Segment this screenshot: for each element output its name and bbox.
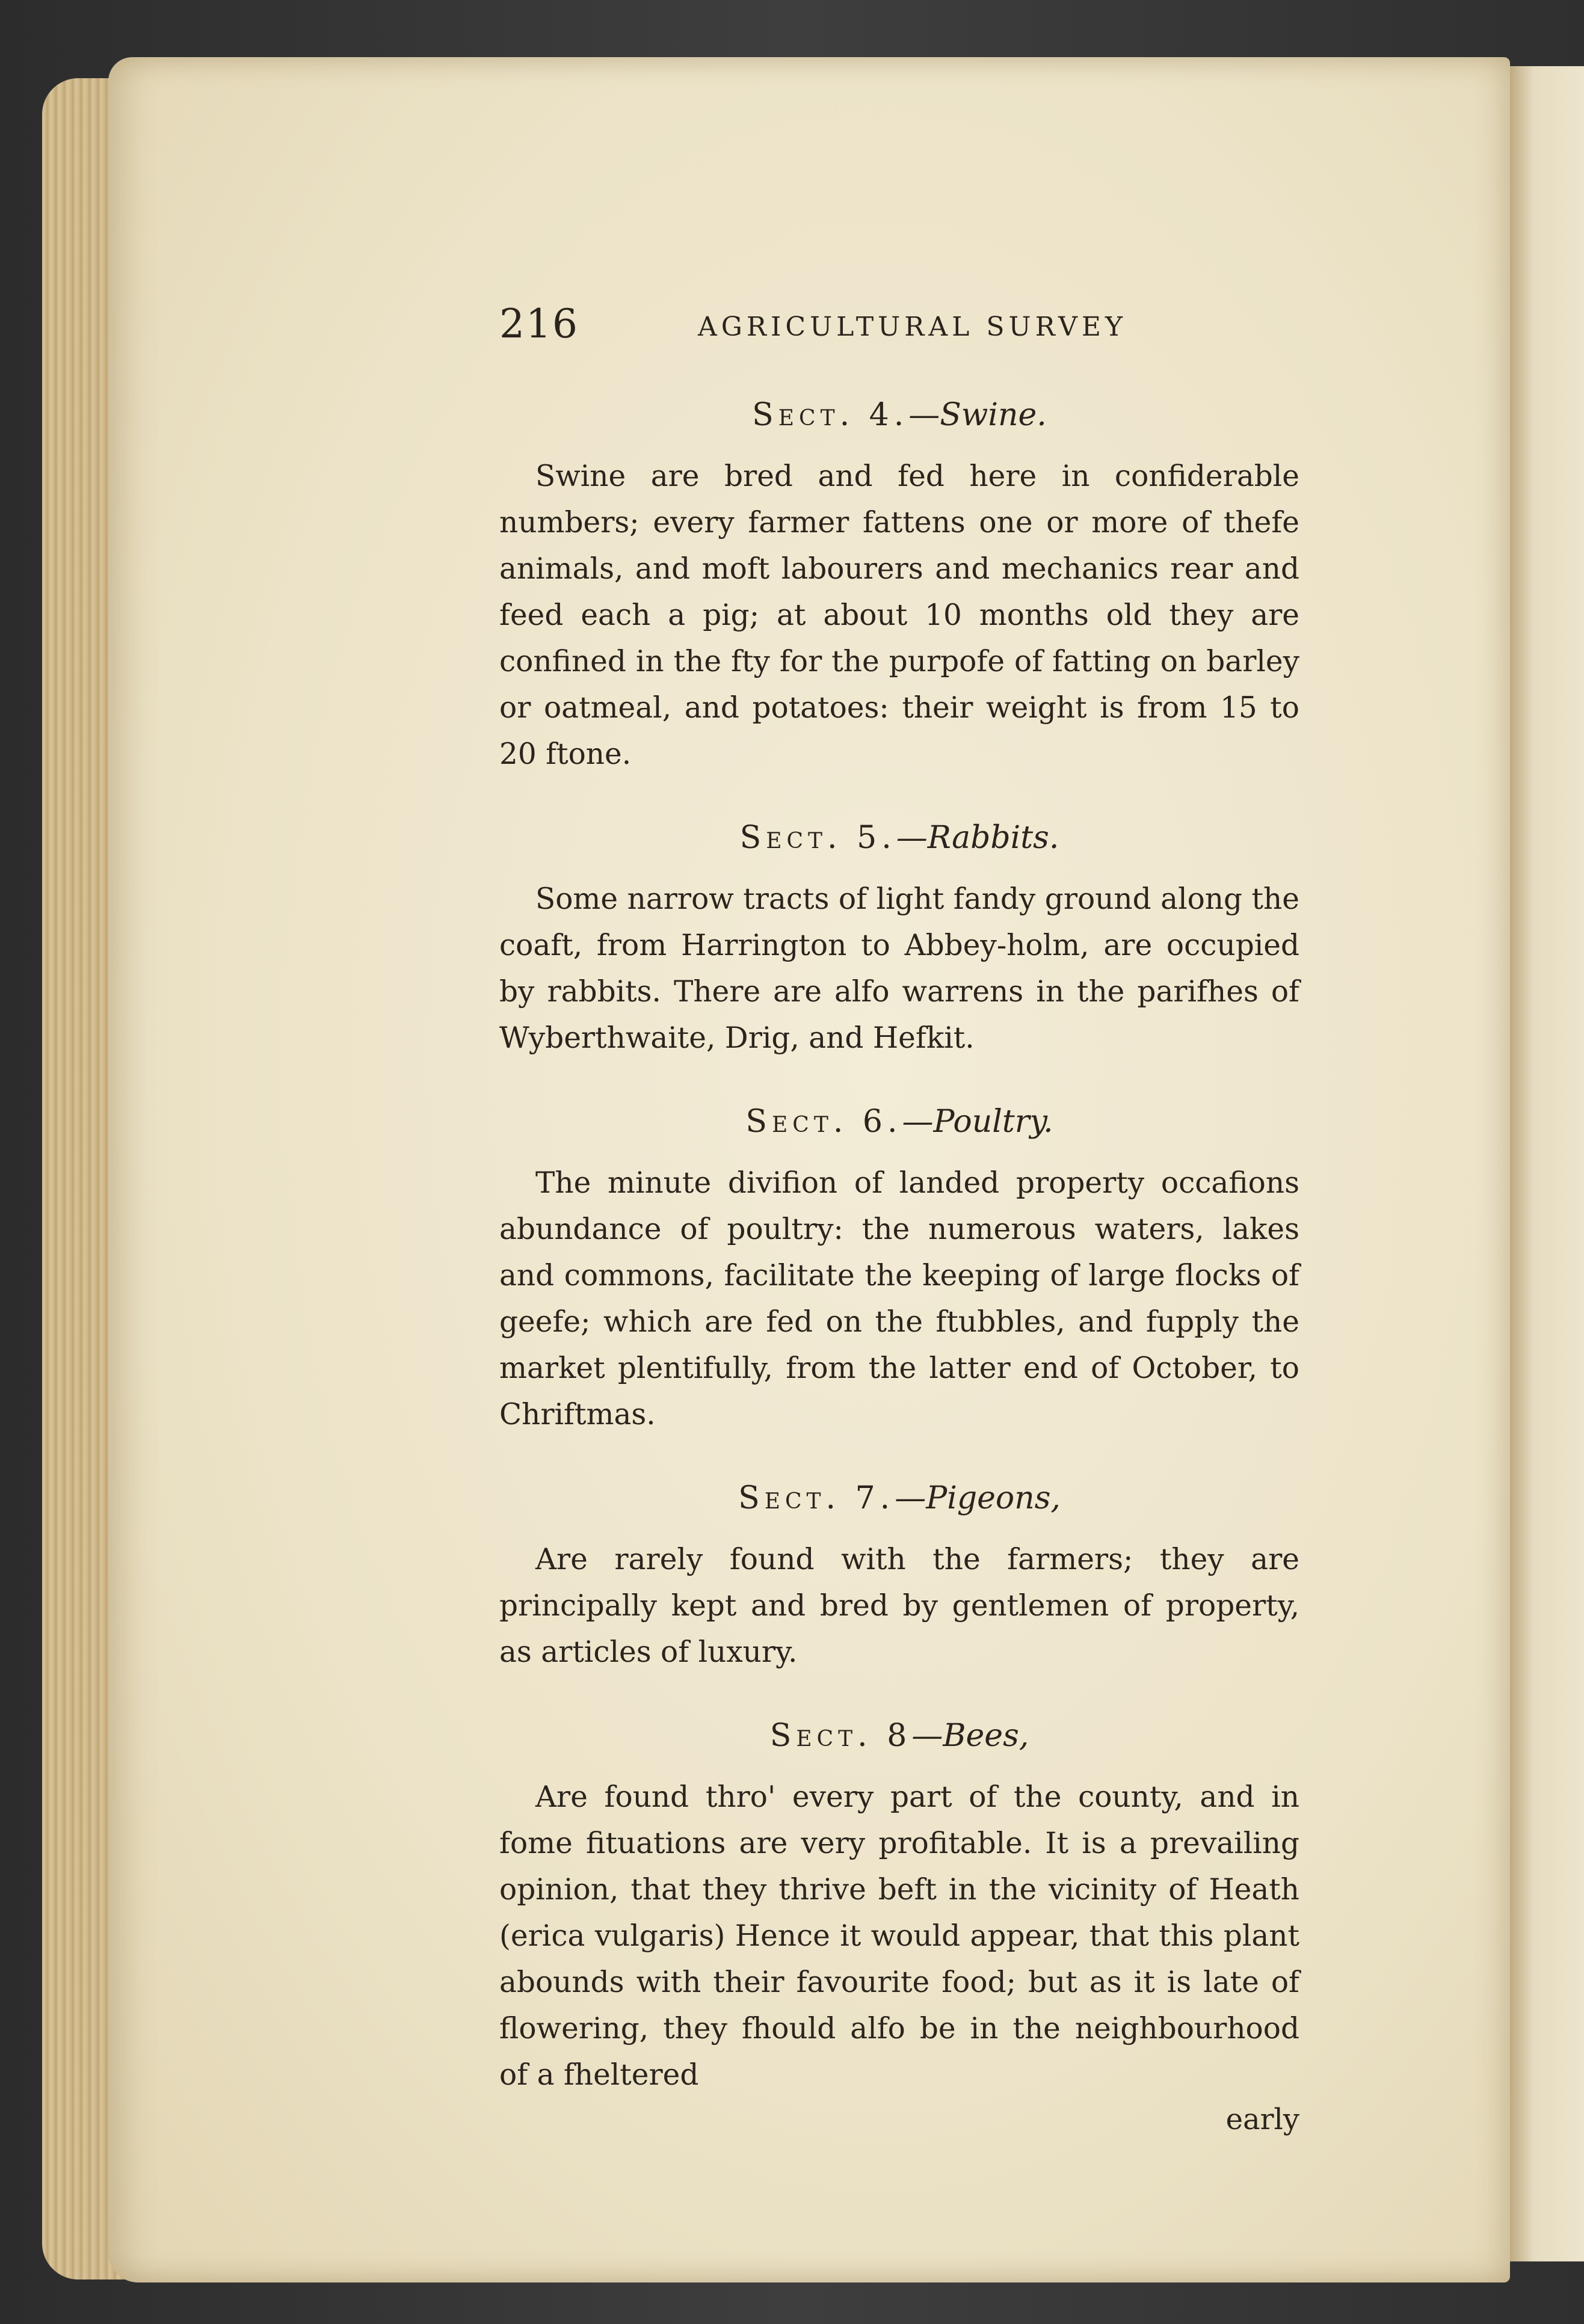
page-content bbox=[499, 301, 1299, 2141]
section-subject: —Poultry. bbox=[902, 1104, 1053, 1140]
running-head bbox=[499, 301, 1299, 355]
catch-word: early bbox=[1225, 2103, 1299, 2136]
section-text-bees: Are found thro' every part of the county, and in fome fituations are very profitable. It is a prevailing opinion, that they thrive beft in the vicinity of Heath (erica vulgaris) Hence it would appear, that this plant abounds with their favourite food; but as it is late of flowering, they fhould alfo be in the neighbourhood of a fheltered bbox=[499, 1780, 1299, 2092]
section-label: Sect. 4. bbox=[752, 397, 909, 433]
section-label: Sect. 7. bbox=[738, 1480, 895, 1516]
section-label: Sect. 6. bbox=[745, 1104, 902, 1140]
section-heading-pigeons bbox=[499, 1480, 1299, 1516]
facing-page-edge bbox=[1507, 66, 1584, 2261]
section-text-swine: Swine are bred and fed here in confiderable numbers; every farmer fattens one or more of thefe animals, and moft labourers and mechanics rear and feed each a pig; at about 10 months old they are confined in the fty for the purpofe of fatting on barley or oatmeal, and potatoes: their weight is from 15 to 20 ftone. bbox=[499, 460, 1299, 771]
section-subject: —Pigeons, bbox=[895, 1480, 1061, 1516]
section-text-pigeons: Are rarely found with the farmers; they are principally kept and bred by gentlemen of property, as articles of luxury. bbox=[499, 1543, 1299, 1669]
page-number: 216 bbox=[499, 301, 579, 347]
section-text-rabbits: Some narrow tracts of light fandy ground along the coaft, from Harrington to Abbey-holm, are occupied by rabbits. There are alfo warrens in the parifhes of Wyberthwaite, Drig, and Hefkit. bbox=[499, 882, 1299, 1055]
section-heading-poultry bbox=[499, 1104, 1299, 1140]
section-subject: —Bees, bbox=[911, 1718, 1029, 1754]
section-subject: —Swine. bbox=[908, 397, 1047, 433]
section-heading-bees bbox=[499, 1718, 1299, 1754]
section-label: Sect. 5. bbox=[739, 820, 896, 856]
section-heading-rabbits bbox=[499, 820, 1299, 856]
section-heading-swine bbox=[499, 397, 1299, 433]
section-label: Sect. 8 bbox=[769, 1718, 912, 1754]
running-title: AGRICULTURAL SURVEY bbox=[698, 312, 1127, 342]
section-text-poultry: The minute divifion of landed property occafions abundance of poultry: the numerous waters, lakes and commons, facilitate the keeping of large flocks of geefe; which are fed on the ftubbles, and fupply the market plentifully, from the latter end of October, to Chriftmas. bbox=[499, 1166, 1299, 1431]
section-subject: —Rabbits. bbox=[896, 820, 1059, 856]
